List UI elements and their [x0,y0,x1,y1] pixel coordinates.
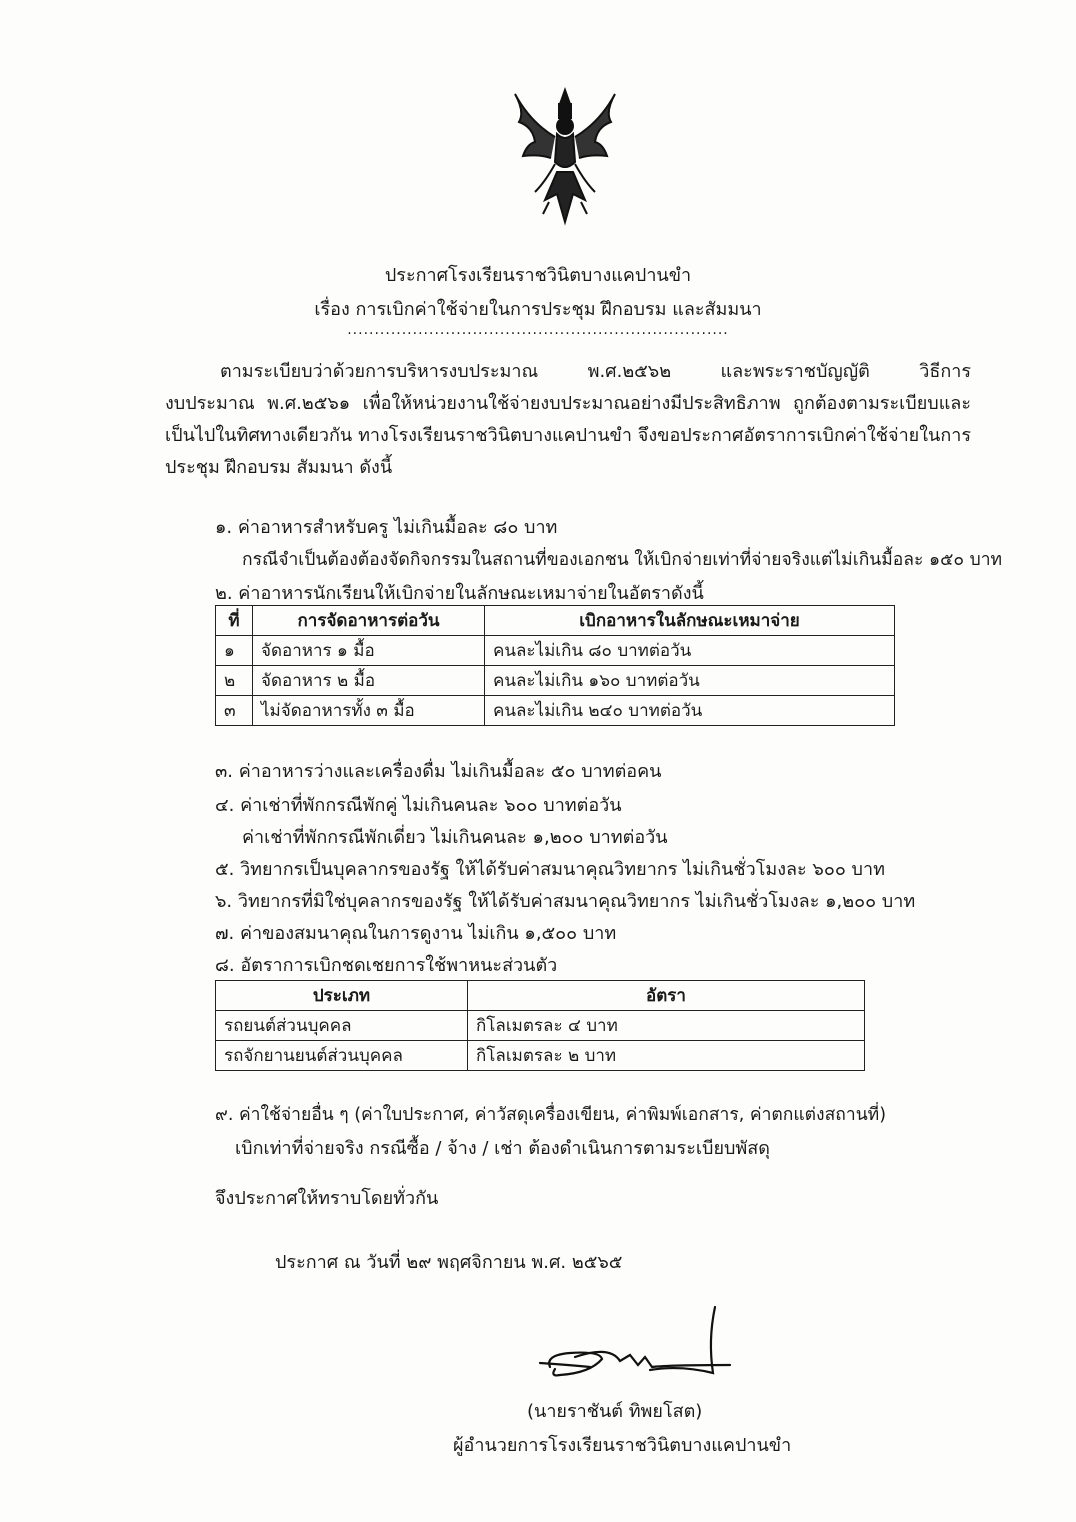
announcement-date: ประกาศ ณ วันที่ ๒๙ พฤศจิกายน พ.ศ. ๒๕๖๕ [275,1252,623,1273]
item-8: ๘. อัตราการเบิกชดเชยการใช้พาหนะส่วนตัว [215,955,558,976]
intro-line-4: ประชุม ฝึกอบรม สัมมนา ดังนี้ [165,457,393,478]
signer-name: (นายราชันต์ ทิพยโสต) [527,1401,703,1422]
meal-cell-arrangement: จัดอาหาร ๑ มื้อ [253,636,485,666]
item-1: ๑. ค่าอาหารสำหรับครู ไม่เกินมื้อละ ๘๐ บาท [215,517,558,538]
item-9: ๙. ค่าใช้จ่ายอื่น ๆ (ค่าใบประกาศ, ค่าวัสดุเครื่องเขียน, ค่าพิมพ์เอกสาร, ค่าตกแต่งสถานที่) [215,1105,887,1125]
meal-cell-rate: คนละไม่เกิน ๑๖๐ บาทต่อวัน [485,666,895,696]
item-2: ๒. ค่าอาหารนักเรียนให้เบิกจ่ายในลักษณะเหมาจ่ายในอัตราดังนี้ [215,583,704,604]
meal-header-no: ที่ [216,606,253,636]
vehicle-header-type: ประเภท [216,981,468,1011]
meal-cell-arrangement: จัดอาหาร ๒ มื้อ [253,666,485,696]
item-9-note: เบิกเท่าที่จ่ายจริง กรณีซื้อ / จ้าง / เช่า ต้องดำเนินการตามระเบียบพัสดุ [235,1138,770,1159]
item-7: ๗. ค่าของสมนาคุณในการดูงาน ไม่เกิน ๑,๕๐๐ บาท [215,923,617,944]
item-3: ๓. ค่าอาหารว่างและเครื่องดื่ม ไม่เกินมื้อละ ๕๐ บาทต่อคน [215,761,662,782]
meal-table-header-row [216,606,895,636]
item-1-note: กรณีจำเป็นต้องต้องจัดกิจกรรมในสถานที่ของเอกชน ให้เบิกจ่ายเท่าที่จ่ายจริงแต่ไม่เกินมื้อละ ๑๕๐ บาท [242,550,1003,570]
meal-cell-rate: คนละไม่เกิน ๒๔๐ บาทต่อวัน [485,696,895,726]
item-4: ๔. ค่าเช่าที่พักกรณีพักคู่ ไม่เกินคนละ ๖๐๐ บาทต่อวัน [215,795,622,816]
closing-announcement: จึงประกาศให้ทราบโดยทั่วกัน [215,1188,439,1209]
meal-allowance-table [215,605,895,726]
signature-icon [530,1295,760,1395]
meal-header-arrangement: การจัดอาหารต่อวัน [253,606,485,636]
meal-cell-no: ๑ [216,636,253,666]
table-row [216,696,895,726]
meal-cell-no: ๒ [216,666,253,696]
intro-paragraph [165,356,971,484]
meal-cell-no: ๓ [216,696,253,726]
vehicle-cell-rate: กิโลเมตรละ ๔ บาท [468,1011,865,1041]
meal-cell-rate: คนละไม่เกิน ๘๐ บาทต่อวัน [485,636,895,666]
vehicle-rate-table [215,980,865,1071]
table-row [216,636,895,666]
vehicle-cell-type: รถยนต์ส่วนบุคคล [216,1011,468,1041]
table-row [216,1041,865,1071]
doc-subject: เรื่อง การเบิกค่าใช้จ่ายในการประชุม ฝึกอบรม และสัมมนา [314,299,762,320]
intro-line-3: เป็นไปในทิศทางเดียวกัน ทางโรงเรียนราชวินิตบางแคปานขำ จึงขอประกาศอัตราการเบิกค่าใช้จ่ายในการ [165,425,971,446]
item-6: ๖. วิทยากรที่มิใช่บุคลากรของรัฐ ให้ได้รับค่าสมนาคุณวิทยากร ไม่เกินชั่วโมงละ ๑,๒๐๐ บาท [215,891,916,912]
item-4-note: ค่าเช่าที่พักกรณีพักเดี่ยว ไม่เกินคนละ ๑,๒๐๐ บาทต่อวัน [242,827,668,848]
signer-position: ผู้อำนวยการโรงเรียนราชวินิตบางแคปานขำ [453,1435,792,1456]
meal-header-rate: เบิกอาหารในลักษณะเหมาจ่าย [485,606,895,636]
doc-title: ประกาศโรงเรียนราชวินิตบางแคปานขำ [384,265,692,286]
vehicle-cell-rate: กิโลเมตรละ ๒ บาท [468,1041,865,1071]
vehicle-table-header-row [216,981,865,1011]
meal-cell-arrangement: ไม่จัดอาหารทั้ง ๓ มื้อ [253,696,485,726]
intro-line-2: งบประมาณ พ.ศ.๒๕๖๑ เพื่อให้หน่วยงานใช้จ่ายงบประมาณอย่างมีประสิทธิภาพ ถูกต้องตามระเบียบและ [165,393,971,414]
table-row [216,666,895,696]
vehicle-cell-type: รถจักยานยนต์ส่วนบุคคล [216,1041,468,1071]
item-5: ๕. วิทยากรเป็นบุคลากรของรัฐ ให้ได้รับค่าสมนาคุณวิทยากร ไม่เกินชั่วโมงละ ๖๐๐ บาท [215,859,885,880]
title-divider-dots: ...................................................................... [347,322,729,338]
garuda-emblem-icon [505,82,625,232]
table-row [216,1011,865,1041]
intro-line-1: ตามระเบียบว่าด้วยการบริหารงบประมาณ พ.ศ.๒๕๖๒ และพระราชบัญญัติ วิธีการ [220,361,971,382]
vehicle-header-rate: อัตรา [468,981,865,1011]
